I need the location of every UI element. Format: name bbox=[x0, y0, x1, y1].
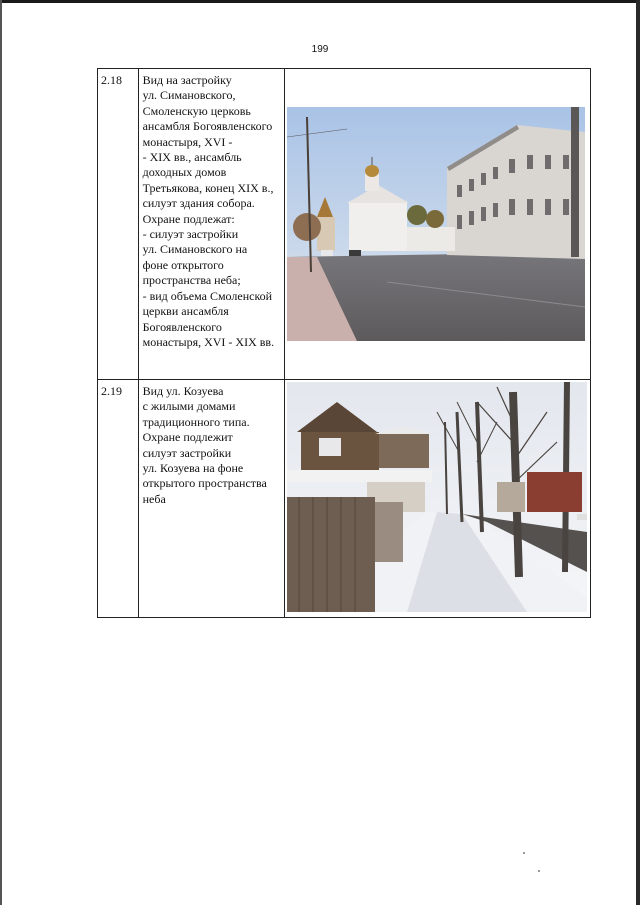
street-with-church-photo bbox=[287, 107, 585, 341]
snowy-street-houses-photo bbox=[287, 382, 587, 612]
scan-border-left bbox=[0, 0, 2, 905]
description-text: Вид ул. Козуева с жилыми домами традиционного типа. Охране подлежит силуэт застройки ул. Козуева на фоне открытого пространства неба bbox=[142, 384, 267, 506]
scan-border-top bbox=[0, 0, 640, 3]
scan-speck bbox=[538, 870, 540, 872]
page-number: 199 bbox=[311, 44, 329, 55]
table-row bbox=[98, 69, 591, 380]
heritage-views-table bbox=[97, 68, 591, 618]
photo-cell bbox=[284, 380, 590, 618]
table-row bbox=[98, 380, 591, 618]
row-description bbox=[138, 380, 284, 618]
row-description bbox=[138, 69, 284, 380]
scan-speck bbox=[523, 852, 525, 854]
row-number: 2.19 bbox=[98, 380, 139, 618]
photo-cell bbox=[284, 69, 590, 380]
row-number: 2.18 bbox=[98, 69, 139, 380]
description-text: Вид на застройку ул. Симановского, Смоленскую церковь ансамбля Богоявленского монастыря, XVI - - XIX вв., ансамбль доходных домов Третьякова, конец XIX в., силуэт здания собора. Охране подлежат: - силуэт застройки ул. Симановского на фоне открытого пространства неба; - вид объема Смоленской церкви ансамбля Богоявленского монастыря, XVI - XIX вв. bbox=[142, 73, 275, 349]
scan-border-right bbox=[636, 0, 640, 905]
